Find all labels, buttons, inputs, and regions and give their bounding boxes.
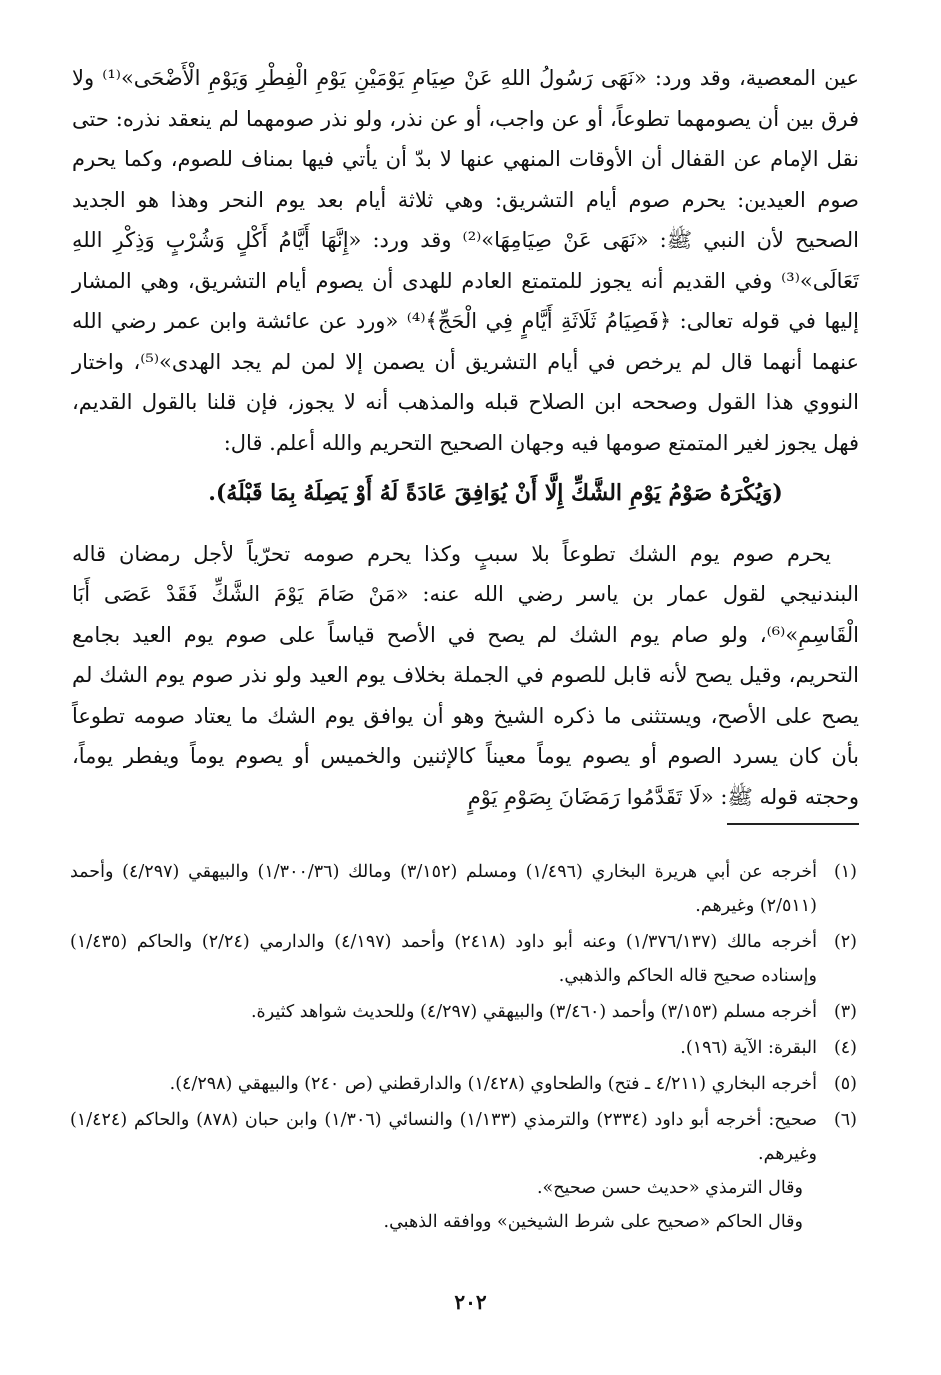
- footnote-2: [70, 925, 857, 993]
- footnote-number: (٥): [833, 1074, 857, 1094]
- paragraph-1: عين المعصية، وقد ورد: «نَهَى رَسُولُ اللهِ عَنْ صِيَامِ يَوْمَيْنِ يَوْمِ الْفِطْرِ وَيَوْمِ الْأَضْحَى»⁽¹⁾ ولا فرق بين أن يصومهما تطوعاً، أو عن واجب، أو عن نذر، ولو نذر صومهما لم ينعقد نذره: حتى نقل الإمام عن القفال أن الأوقات المنهي عنها لا بدّ أن يأتي فيها بمناف للصوم، وكما يحرم صوم العيدين: يحرم صوم أيام التشريق: وهي ثلاثة أيام بعد يوم النحر وهذا هو الجديد الصحيح لأن النبي ﷺ: «نَهَى عَنْ صِيَامِهَا»⁽²⁾ وقد ورد: «إِنَّهَا أَيَّامُ أَكْلٍ وَشُرْبٍ وَذِكْرِ اللهِ تَعَالَى»⁽³⁾ وفي القديم أنه يجوز للمتمتع العادم للهدى أن يصوم أيام التشريق، وهي المشار إليها في قوله تعالى: ﴿فَصِيَامُ ثَلَاثَةِ أَيَّامٍ فِي الْحَجِّ﴾⁽⁴⁾ «ورد عن عائشة وابن عمر رضي الله عنهما أنهما قال لم يرخص في أيام التشريق أن يصمن إلا لمن لم يجد الهدى»⁽⁵⁾، واختار النووي هذا القول وصححه ابن الصلاح قبله والمذهب أنه لا يجوز، فإن قلنا بالقول القديم، فهل يجوز لغير المتمتع صومها فيه وجهان الصحيح التحريم والله أعلم. قال:: [72, 66, 860, 455]
- page-number: ٢٠٢: [454, 1290, 487, 1314]
- footnote-separator: [727, 823, 859, 825]
- footnote-number: (٣): [833, 1002, 857, 1022]
- footnote-text: صحيح: أخرجه أبو داود (٢٣٣٤) والترمذي (١/١٣٣) والنسائي (١/٣٠٦) وابن حبان (٨٧٨) والحاكم (١/٤٢٤) وغيرهم.: [70, 1110, 817, 1164]
- footnote-text: أخرجه مالك (١/٣٧٦/١٣٧) وعنه أبو داود (٢٤١٨) وأحمد (٤/١٩٧) والدارمي (٢/٢٤) والحاكم (١/٤٣٥) وإسناده صحيح قاله الحاكم والذهبي.: [70, 932, 817, 986]
- footnote-text: أخرجه البخاري (٤/٢١١ ـ فتح) والطحاوي (١/٤٢٨) والدارقطني (ص ٢٤٠) والبيهقي (٤/٢٩٨).: [169, 1074, 817, 1094]
- footnote-subline: وقال الترمذي «حديث حسن صحيح».: [536, 1178, 803, 1198]
- footnote-text: أخرجه مسلم (٣/١٥٣) وأحمد (٣/٤٦٠) والبيهقي (٤/٢٩٧) وللحديث شواهد كثيرة.: [250, 1002, 817, 1022]
- main-text: [72, 58, 859, 817]
- footnote-number: (٦): [833, 1110, 857, 1130]
- matn-line: (وَيُكْرَهُ صَوْمُ يَوْمِ الشَّكِّ إِلَّا أَنْ يُوَافِقَ عَادَةً لَهُ أَوْ يَصِلَهُ بِمَا قَبْلَهُ).: [208, 480, 783, 506]
- footnote-4: [70, 1031, 857, 1065]
- footnote-subline: وقال الحاكم «صحيح على شرط الشيخين» ووافقه الذهبي.: [383, 1212, 803, 1232]
- footnote-text: أخرجه عن أبي هريرة البخاري (١/٤٩٦) ومسلم (٣/١٥٢) ومالك (١/٣٠٠/٣٦) والبيهقي (٤/٢٩٧) وأحمد (٢/٥١١) وغيرهم.: [70, 862, 817, 916]
- footnote-5: [70, 1067, 857, 1101]
- footnote-6: [70, 1103, 857, 1239]
- footnote-text: البقرة: الآية (١٩٦).: [680, 1038, 817, 1058]
- footnote-number: (٤): [833, 1038, 857, 1058]
- footnote-3: [70, 995, 857, 1029]
- footnote-1: [70, 855, 857, 923]
- footnote-number: (٢): [833, 932, 857, 952]
- footnotes: [70, 855, 857, 1241]
- footnote-number: (١): [833, 862, 857, 882]
- paragraph-2: يحرم صوم يوم الشك تطوعاً بلا سببٍ وكذا يحرم صومه تحرّياً لأجل رمضان قاله البندنيجي لقول عمار بن ياسر رضي الله عنه: «مَنْ صَامَ يَوْمَ الشَّكِّ فَقَدْ عَصَى أَبَا الْقَاسِمِ»⁽⁶⁾، ولو صام يوم الشك لم يصح في الأصح قياساً على صوم يوم العيد بجامع التحريم، وقيل يصح لأنه قابل للصوم في الجملة بخلاف يوم العيد ولو نذر صوم يوم الشك لم يصح على الأصح، ويستثنى ما ذكره الشيخ وهو أن يوافق يوم الشك ما يعتاد صومه تطوعاً بأن كان يسرد الصوم أو يصوم يوماً معيناً كالإثنين والخميس أو يصوم يوماً ويفطر يوماً، وحجته قوله ﷺ: «لَا تَقَدَّمُوا رَمَضَانَ بِصَوْمِ يَوْمٍ: [72, 541, 859, 809]
